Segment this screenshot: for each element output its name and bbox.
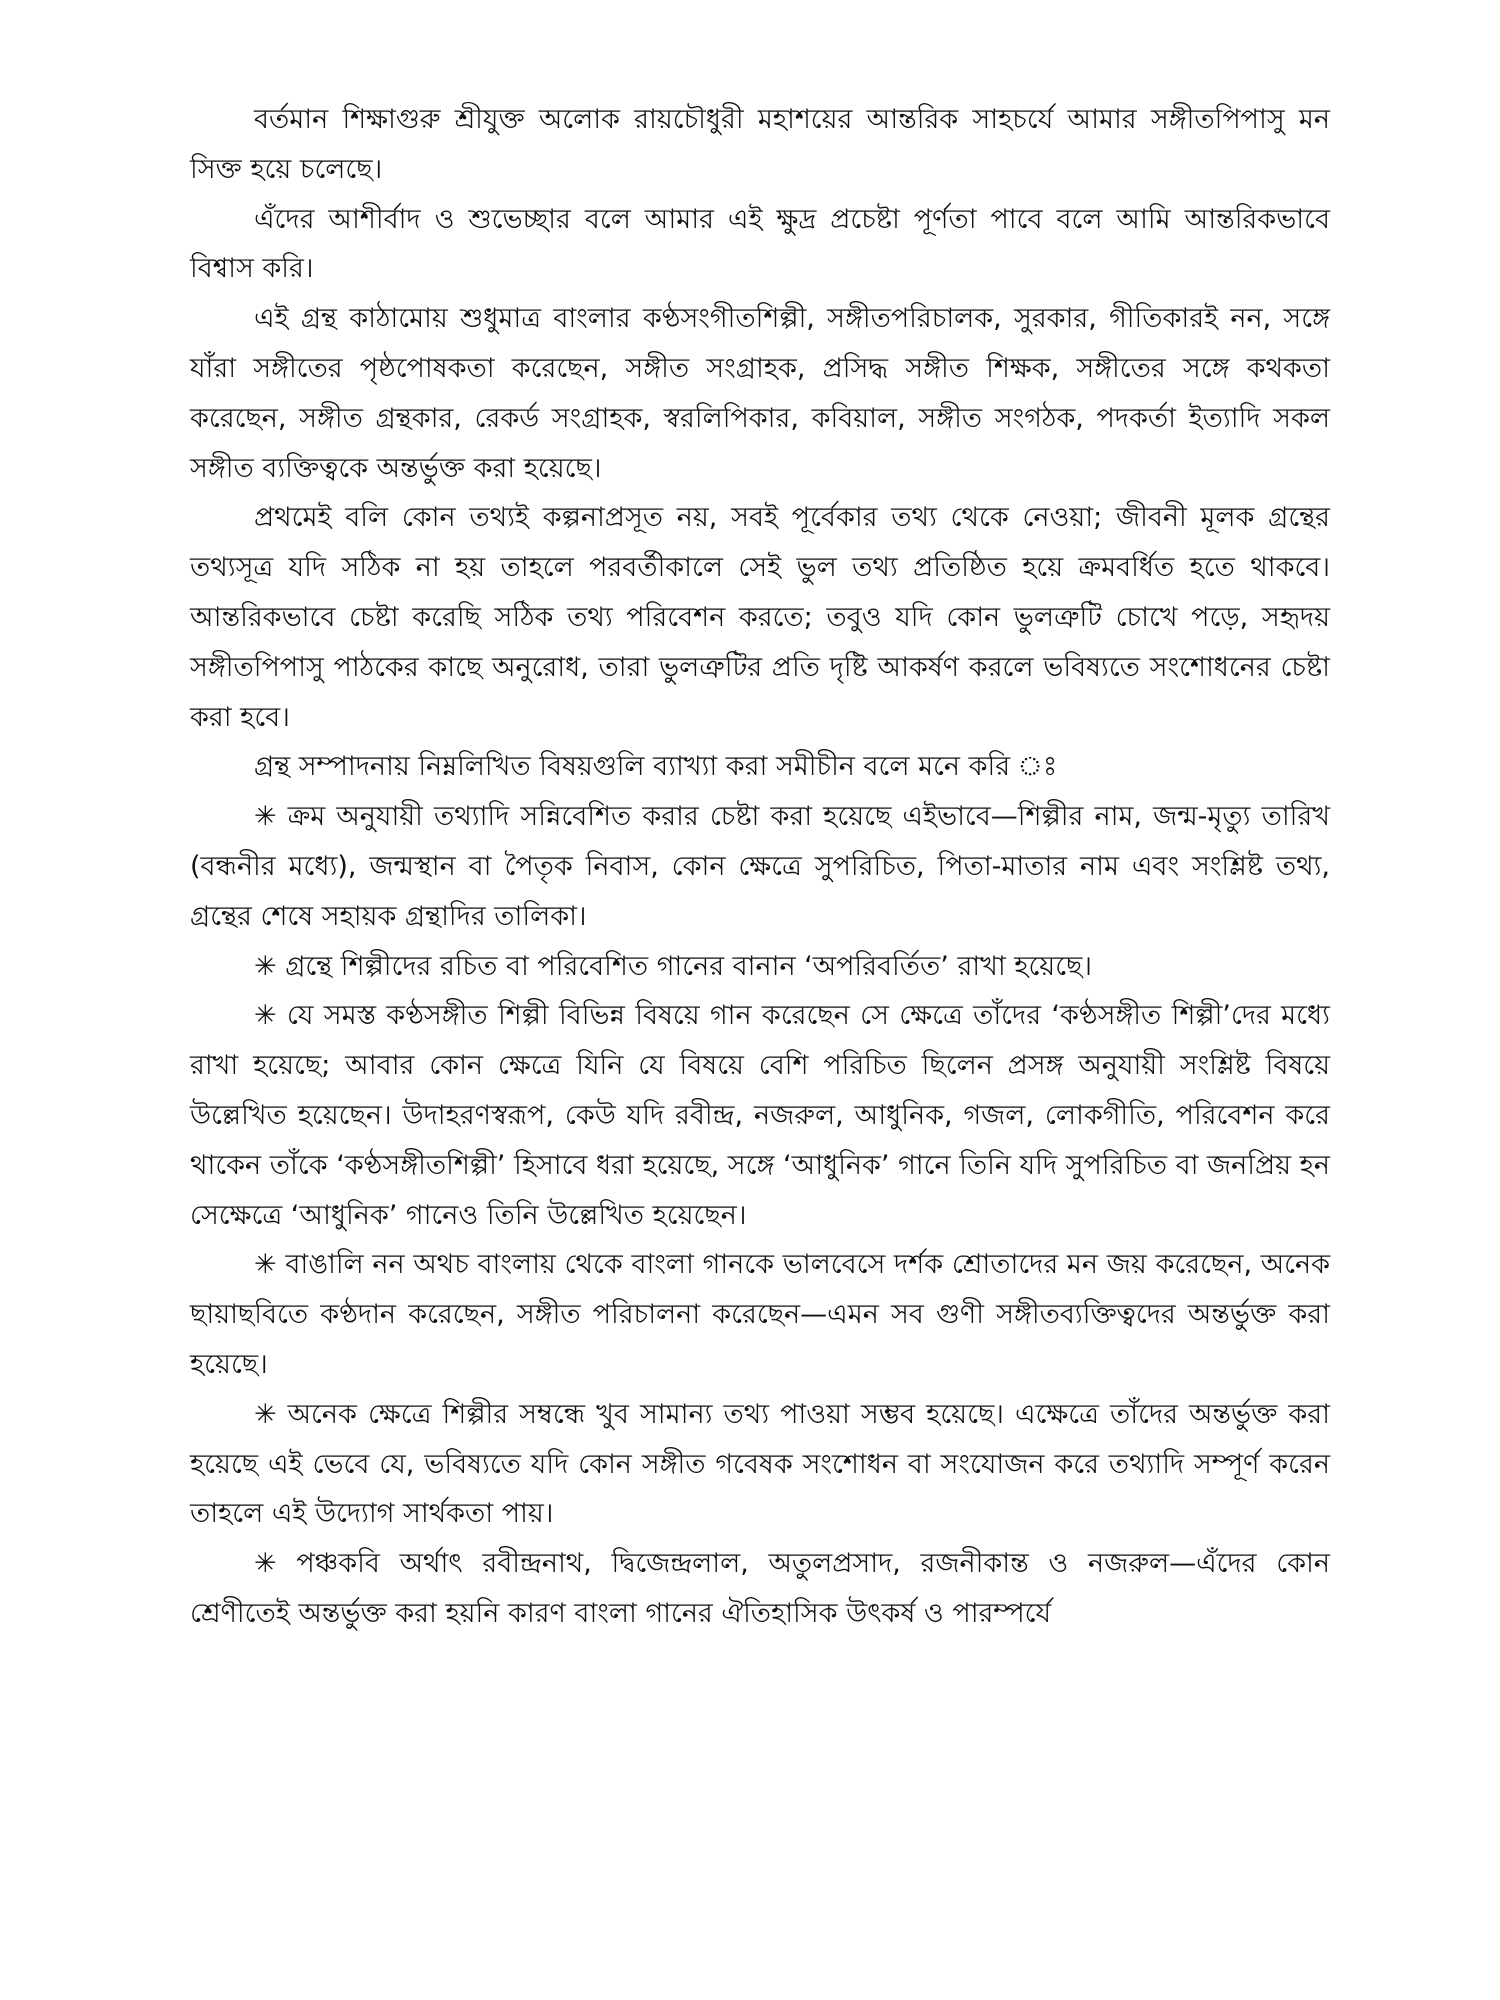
paragraph-blessings: এঁদের আশীর্বাদ ও শুভেচ্ছার বলে আমার এই ক্ষুদ্র প্রচেষ্টা পূর্ণতা পাবে বলে আমি আন্তরিকভাবে বিশ্বাস করি। [190, 203, 1330, 285]
paragraph-editing-intro: গ্রন্থ সম্পাদনায় নিম্নলিখিত বিষয়গুলি ব্যাখ্যা করা সমীচীন বলে মনে করি ঃ [254, 751, 1058, 783]
paragraph-teacher-acknowledgement: বর্তমান শিক্ষাগুরু শ্রীযুক্ত অলোক রায়চৌধুরী মহাশয়ের আন্তরিক সাহচর্যে আমার সঙ্গীতপিপাসু মন সিক্ত হয়ে চলেছে। [190, 104, 1330, 185]
bullet-five-poets: ✳ পঞ্চকবি অর্থাৎ রবীন্দ্রনাথ, দ্বিজেন্দ্রলাল, অতুলপ্রসাদ, রজনীকান্ত ও নজরুল—এঁদের কোন শ্রেণীতেই অন্তর্ভুক্ত করা হয়নি কারণ বাংলা গানের ঐতিহাসিক উৎকর্ষ ও পারম্পর্যে [190, 1548, 1330, 1629]
paragraph-source-note: প্রথমেই বলি কোন তথ্যই কল্পনাপ্রসূত নয়, সবই পূর্বেকার তথ্য থেকে নেওয়া; জীবনী মূলক গ্রন্থের তথ্যসূত্র যদি সঠিক না হয় তাহলে পরবর্তীকালে সেই ভুল তথ্য প্রতিষ্ঠিত হয়ে ক্রমবর্ধিত হতে থাকবে। আন্তরিকভাবে চেষ্টা করেছি সঠিক তথ্য পরিবেশন করতে; তবুও যদি কোন ভুলত্রুটি চোখে পড়ে, সহৃদয় সঙ্গীতপিপাসু পাঠকের কাছে অনুরোধ, তারা ভুলত্রুটির প্রতি দৃষ্টি আকর্ষণ করলে ভবিষ্যতে সংশোধনের চেষ্টা করা হবে। [190, 502, 1330, 733]
bullet-order-of-information: ✳ ক্রম অনুযায়ী তথ্যাদি সন্নিবেশিত করার চেষ্টা করা হয়েছে এইভাবে—শিল্পীর নাম, জন্ম-মৃত্যু তারিখ (বন্ধনীর মধ্যে), জন্মস্থান বা পৈতৃক নিবাস, কোন ক্ষেত্রে সুপরিচিত, পিতা-মাতার নাম এবং সংশ্লিষ্ট তথ্য, গ্রন্থের শেষে সহায়ক গ্রন্থাদির তালিকা। [190, 801, 1330, 932]
document-page [190, 95, 1330, 1639]
bullet-non-bengali-artists: ✳ বাঙালি নন অথচ বাংলায় থেকে বাংলা গানকে ভালবেসে দর্শক শ্রোতাদের মন জয় করেছেন, অনেক ছায়াছবিতে কণ্ঠদান করেছেন, সঙ্গীত পরিচালনা করেছেন—এমন সব গুণী সঙ্গীতব্যক্তিত্বদের অন্তর্ভুক্ত করা হয়েছে। [190, 1249, 1330, 1380]
bullet-limited-information: ✳ অনেক ক্ষেত্রে শিল্পীর সম্বন্ধে খুব সামান্য তথ্য পাওয়া সম্ভব হয়েছে। এক্ষেত্রে তাঁদের অন্তর্ভুক্ত করা হয়েছে এই ভেবে যে, ভবিষ্যতে যদি কোন সঙ্গীত গবেষক সংশোধন বা সংযোজন করে তথ্যাদি সম্পূর্ণ করেন তাহলে এই উদ্যোগ সার্থকতা পায়। [190, 1398, 1330, 1530]
bullet-spelling-unchanged: ✳ গ্রন্থে শিল্পীদের রচিত বা পরিবেশিত গানের বানান ‘অপরিবর্তিত’ রাখা হয়েছে। [254, 950, 1093, 982]
paragraph-scope: এই গ্রন্থ কাঠামোয় শুধুমাত্র বাংলার কণ্ঠসংগীতশিল্পী, সঙ্গীতপরিচালক, সুরকার, গীতিকারই নন, সঙ্গে যাঁরা সঙ্গীতের পৃষ্ঠপোষকতা করেছেন, সঙ্গীত সংগ্রাহক, প্রসিদ্ধ সঙ্গীত শিক্ষক, সঙ্গীতের সঙ্গে কথকতা করেছেন, সঙ্গীত গ্রন্থকার, রেকর্ড সংগ্রাহক, স্বরলিপিকার, কবিয়াল, সঙ্গীত সংগঠক, পদকর্তা ইত্যাদি সকল সঙ্গীত ব্যক্তিত্বকে অন্তর্ভুক্ত করা হয়েছে। [190, 303, 1330, 484]
bullet-vocal-artists-category: ✳ যে সমস্ত কণ্ঠসঙ্গীত শিল্পী বিভিন্ন বিষয়ে গান করেছেন সে ক্ষেত্রে তাঁদের ‘কণ্ঠসঙ্গীত শিল্পী’দের মধ্যে রাখা হয়েছে; আবার কোন ক্ষেত্রে যিনি যে বিষয়ে বেশি পরিচিত ছিলেন প্রসঙ্গ অনুযায়ী সংশ্লিষ্ট বিষয়ে উল্লেখিত হয়েছেন। উদাহরণস্বরূপ, কেউ যদি রবীন্দ্র, নজরুল, আধুনিক, গজল, লোকগীতি, পরিবেশন করে থাকেন তাঁকে ‘কণ্ঠসঙ্গীতশিল্পী’ হিসাবে ধরা হয়েছে, সঙ্গে ‘আধুনিক’ গানে তিনি যদি সুপরিচিত বা জনপ্রিয় হন সেক্ষেত্রে ‘আধুনিক’ গানেও তিনি উল্লেখিত হয়েছেন। [190, 1000, 1330, 1231]
